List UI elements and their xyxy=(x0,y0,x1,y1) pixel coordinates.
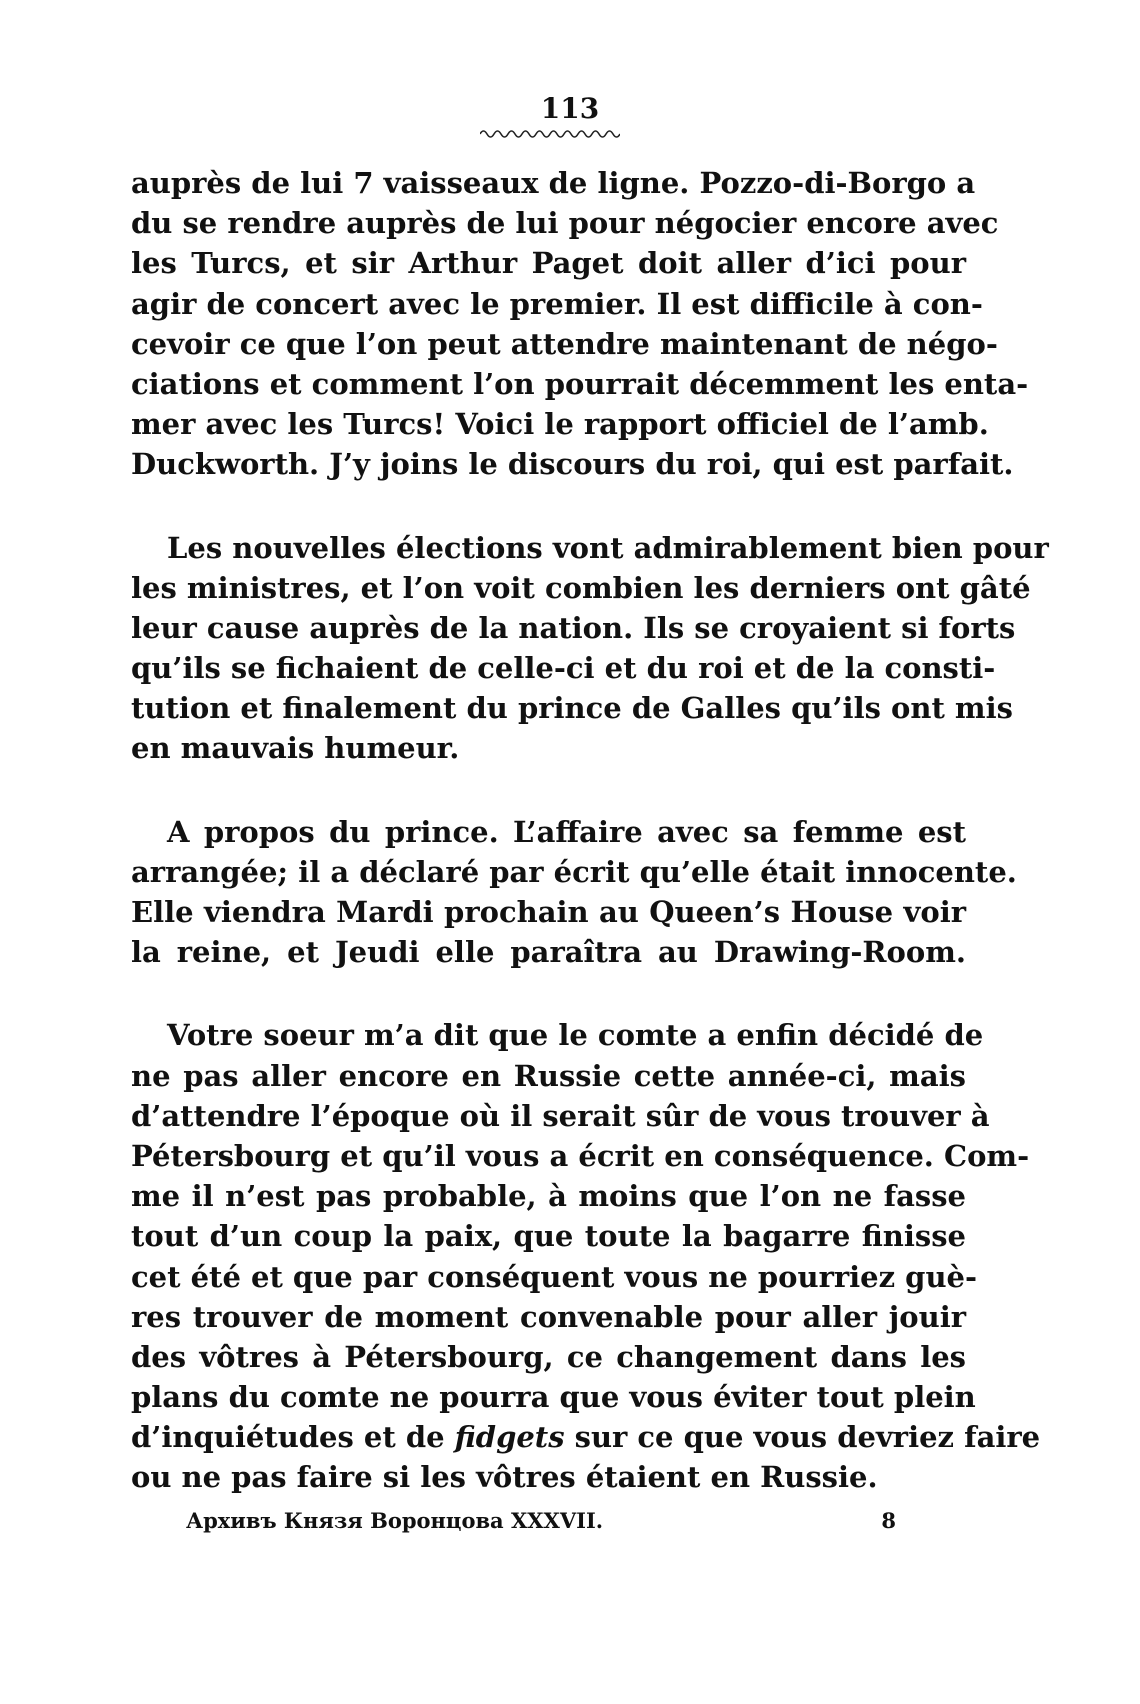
text-line: d’attendre l’époque où il serait sûr de vous trouver à xyxy=(131,1098,990,1133)
text-line: agir de concert avec le premier. Il est difficile à con- xyxy=(131,286,983,321)
text-line: ne pas aller encore en Russie cette année-ci, mais xyxy=(131,1058,966,1093)
text-line: plans du comte ne pourra que vous éviter tout plein xyxy=(131,1380,976,1415)
text-line: qu’ils se fichaient de celle-ci et du roi et de la consti- xyxy=(131,651,996,686)
signature-mark: 8 xyxy=(881,1508,896,1533)
text-line: me il n’est pas probable, à moins que l’on ne fasse xyxy=(131,1179,966,1214)
text-line: tution et finalement du prince de Galles qu’ils ont mis xyxy=(131,691,1013,726)
text-line: Votre soeur m’a dit que le comte a enfin décidé de xyxy=(167,1018,984,1053)
page-number: 113 xyxy=(540,92,600,125)
text-line: du se rendre auprès de lui pour négocier encore avec xyxy=(131,206,999,241)
paragraph-1 xyxy=(131,163,1029,485)
text-line: Les nouvelles élections vont admirablement bien pour xyxy=(167,530,1049,565)
text-run: d’inquiétudes et de xyxy=(131,1420,455,1455)
text-line: mer avec les Turcs! Voici le rapport officiel de l’amb. xyxy=(131,407,989,442)
text-line: leur cause auprès de la nation. Ils se croyaient si forts xyxy=(131,610,1016,645)
text-line: des vôtres à Pétersbourg, ce changement dans les xyxy=(131,1339,966,1374)
text-line: en mauvais humeur. xyxy=(131,731,460,766)
text-line: res trouver de moment convenable pour aller jouir xyxy=(131,1299,966,1334)
paragraph-4 xyxy=(131,1015,1041,1497)
text-line: Duckworth. J’y joins le discours du roi, qui est parfait. xyxy=(131,447,1014,482)
text-line: Elle viendra Mardi prochain au Queen’s House voir xyxy=(131,895,966,929)
text-line: cet été et que par conséquent vous ne pourriez guè- xyxy=(131,1259,978,1294)
text-line: arrangée; il a déclaré par écrit qu’elle était innocente. xyxy=(131,854,1017,889)
series-title: Архивъ Князя Воронцова XXXVII. xyxy=(186,1508,604,1533)
paragraph-2 xyxy=(131,528,1049,769)
text-line: les ministres, et l’on voit combien les derniers ont gâté xyxy=(131,570,1031,605)
text-line: la reine, et Jeudi elle paraîtra au Drawing-Room. xyxy=(131,935,966,970)
emphasized-word: fidgets xyxy=(454,1420,565,1455)
text-line: tout d’un coup la paix, que toute la bagarre finisse xyxy=(131,1219,966,1254)
body-text xyxy=(131,163,1049,1541)
text-line: auprès de lui 7 vaisseaux de ligne. Pozzo-di-Borgo a xyxy=(131,166,976,200)
text-line: cevoir ce que l’on peut attendre maintenant de négo- xyxy=(131,326,998,361)
text-line: les Turcs, et sir Arthur Paget doit aller d’ici pour xyxy=(131,246,966,281)
text-line xyxy=(131,1417,1041,1457)
paragraph-3 xyxy=(131,812,1017,973)
text-run: sur ce que vous devriez faire xyxy=(564,1420,1041,1455)
text-line: ciations et comment l’on pourrait décemment les enta- xyxy=(131,366,1029,401)
text-line: Pétersbourg et qu’il vous a écrit en conséquence. Com- xyxy=(131,1138,1030,1173)
header-wavy-rule xyxy=(480,128,620,140)
text-line: ou ne pas faire si les vôtres étaient en Russie. xyxy=(131,1460,878,1495)
text-line: A propos du prince. L’affaire avec sa femme est xyxy=(167,814,966,849)
